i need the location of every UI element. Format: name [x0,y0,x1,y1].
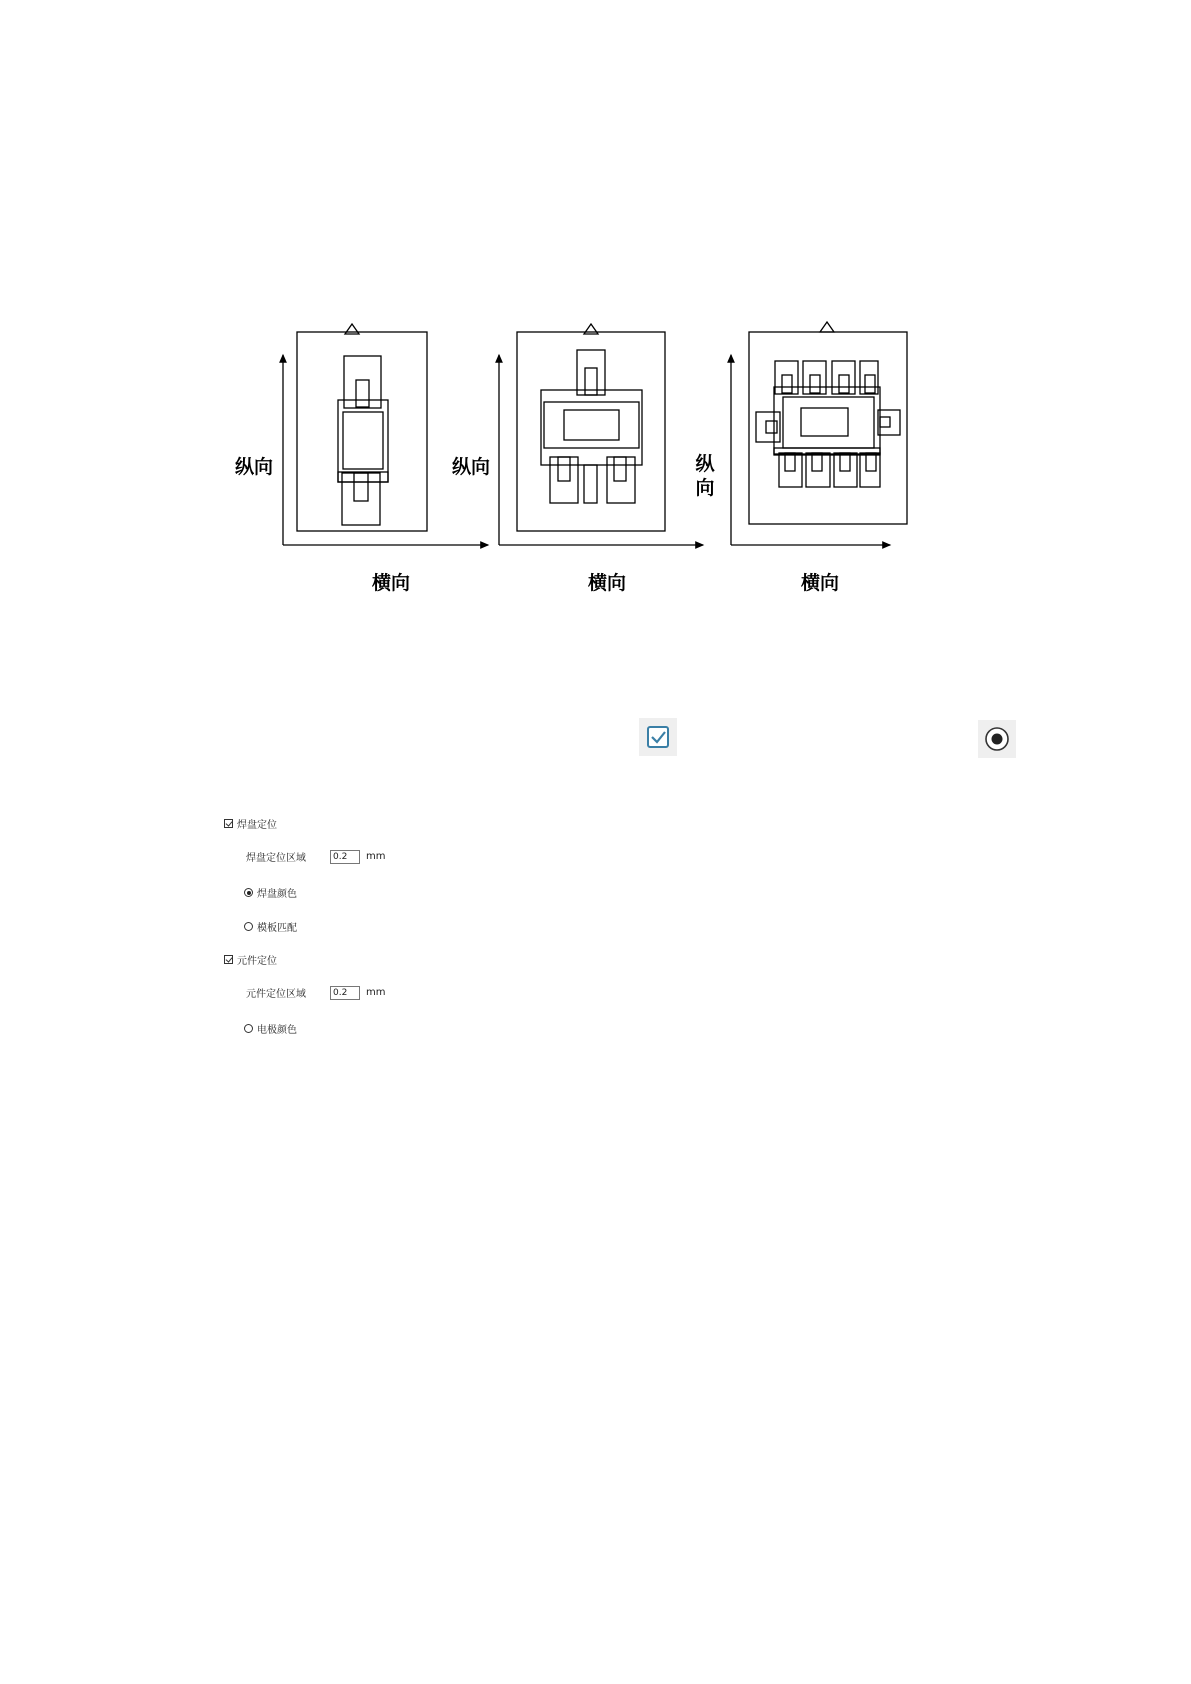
checkbox-checked-icon [224,955,233,964]
pad-locate-label: 焊盘定位 [237,820,277,831]
figure-3-vertical-label: 纵向 [695,453,715,499]
electrode-color-label: 电极颜色 [257,1025,297,1036]
pad-locate-checkbox[interactable] [224,816,277,831]
component-locate-label: 元件定位 [237,956,277,967]
figure-1-vertical-label: 纵向 [235,456,274,478]
figure-2-component [517,324,665,531]
radio-selected-icon [978,720,1016,758]
template-match-radio[interactable] [244,919,297,934]
radio-unselected-icon [244,922,253,931]
pad-region-input[interactable]: 0.2 [330,850,360,864]
figure-1-component [297,324,427,531]
component-region-row [246,985,385,1000]
radio-unselected-icon [244,1024,253,1033]
figure-2-axes [499,355,703,545]
pad-color-radio[interactable] [244,885,297,900]
figure-2-vertical-label: 纵向 [452,456,491,478]
radio-selected-icon [244,888,253,897]
figure-1-horizontal-label: 横向 [372,572,411,594]
figure-1-axes [283,355,491,545]
electrode-color-radio[interactable] [244,1021,297,1036]
template-match-label: 模板匹配 [257,923,297,934]
checkbox-checked-icon [639,718,677,756]
component-region-label: 元件定位区域 [246,989,306,1000]
figure-3-horizontal-label: 横向 [801,572,840,594]
figure-3-component [749,322,907,524]
figure-2-horizontal-label: 横向 [588,572,627,594]
component-locate-checkbox[interactable] [224,952,277,967]
checkbox-checked-icon [224,819,233,828]
pad-region-unit: mm [366,851,386,862]
pad-region-row [246,849,385,864]
component-region-unit: mm [366,987,386,998]
component-region-input[interactable]: 0.2 [330,986,360,1000]
pad-color-label: 焊盘颜色 [257,889,297,900]
pad-region-label: 焊盘定位区域 [246,853,306,864]
